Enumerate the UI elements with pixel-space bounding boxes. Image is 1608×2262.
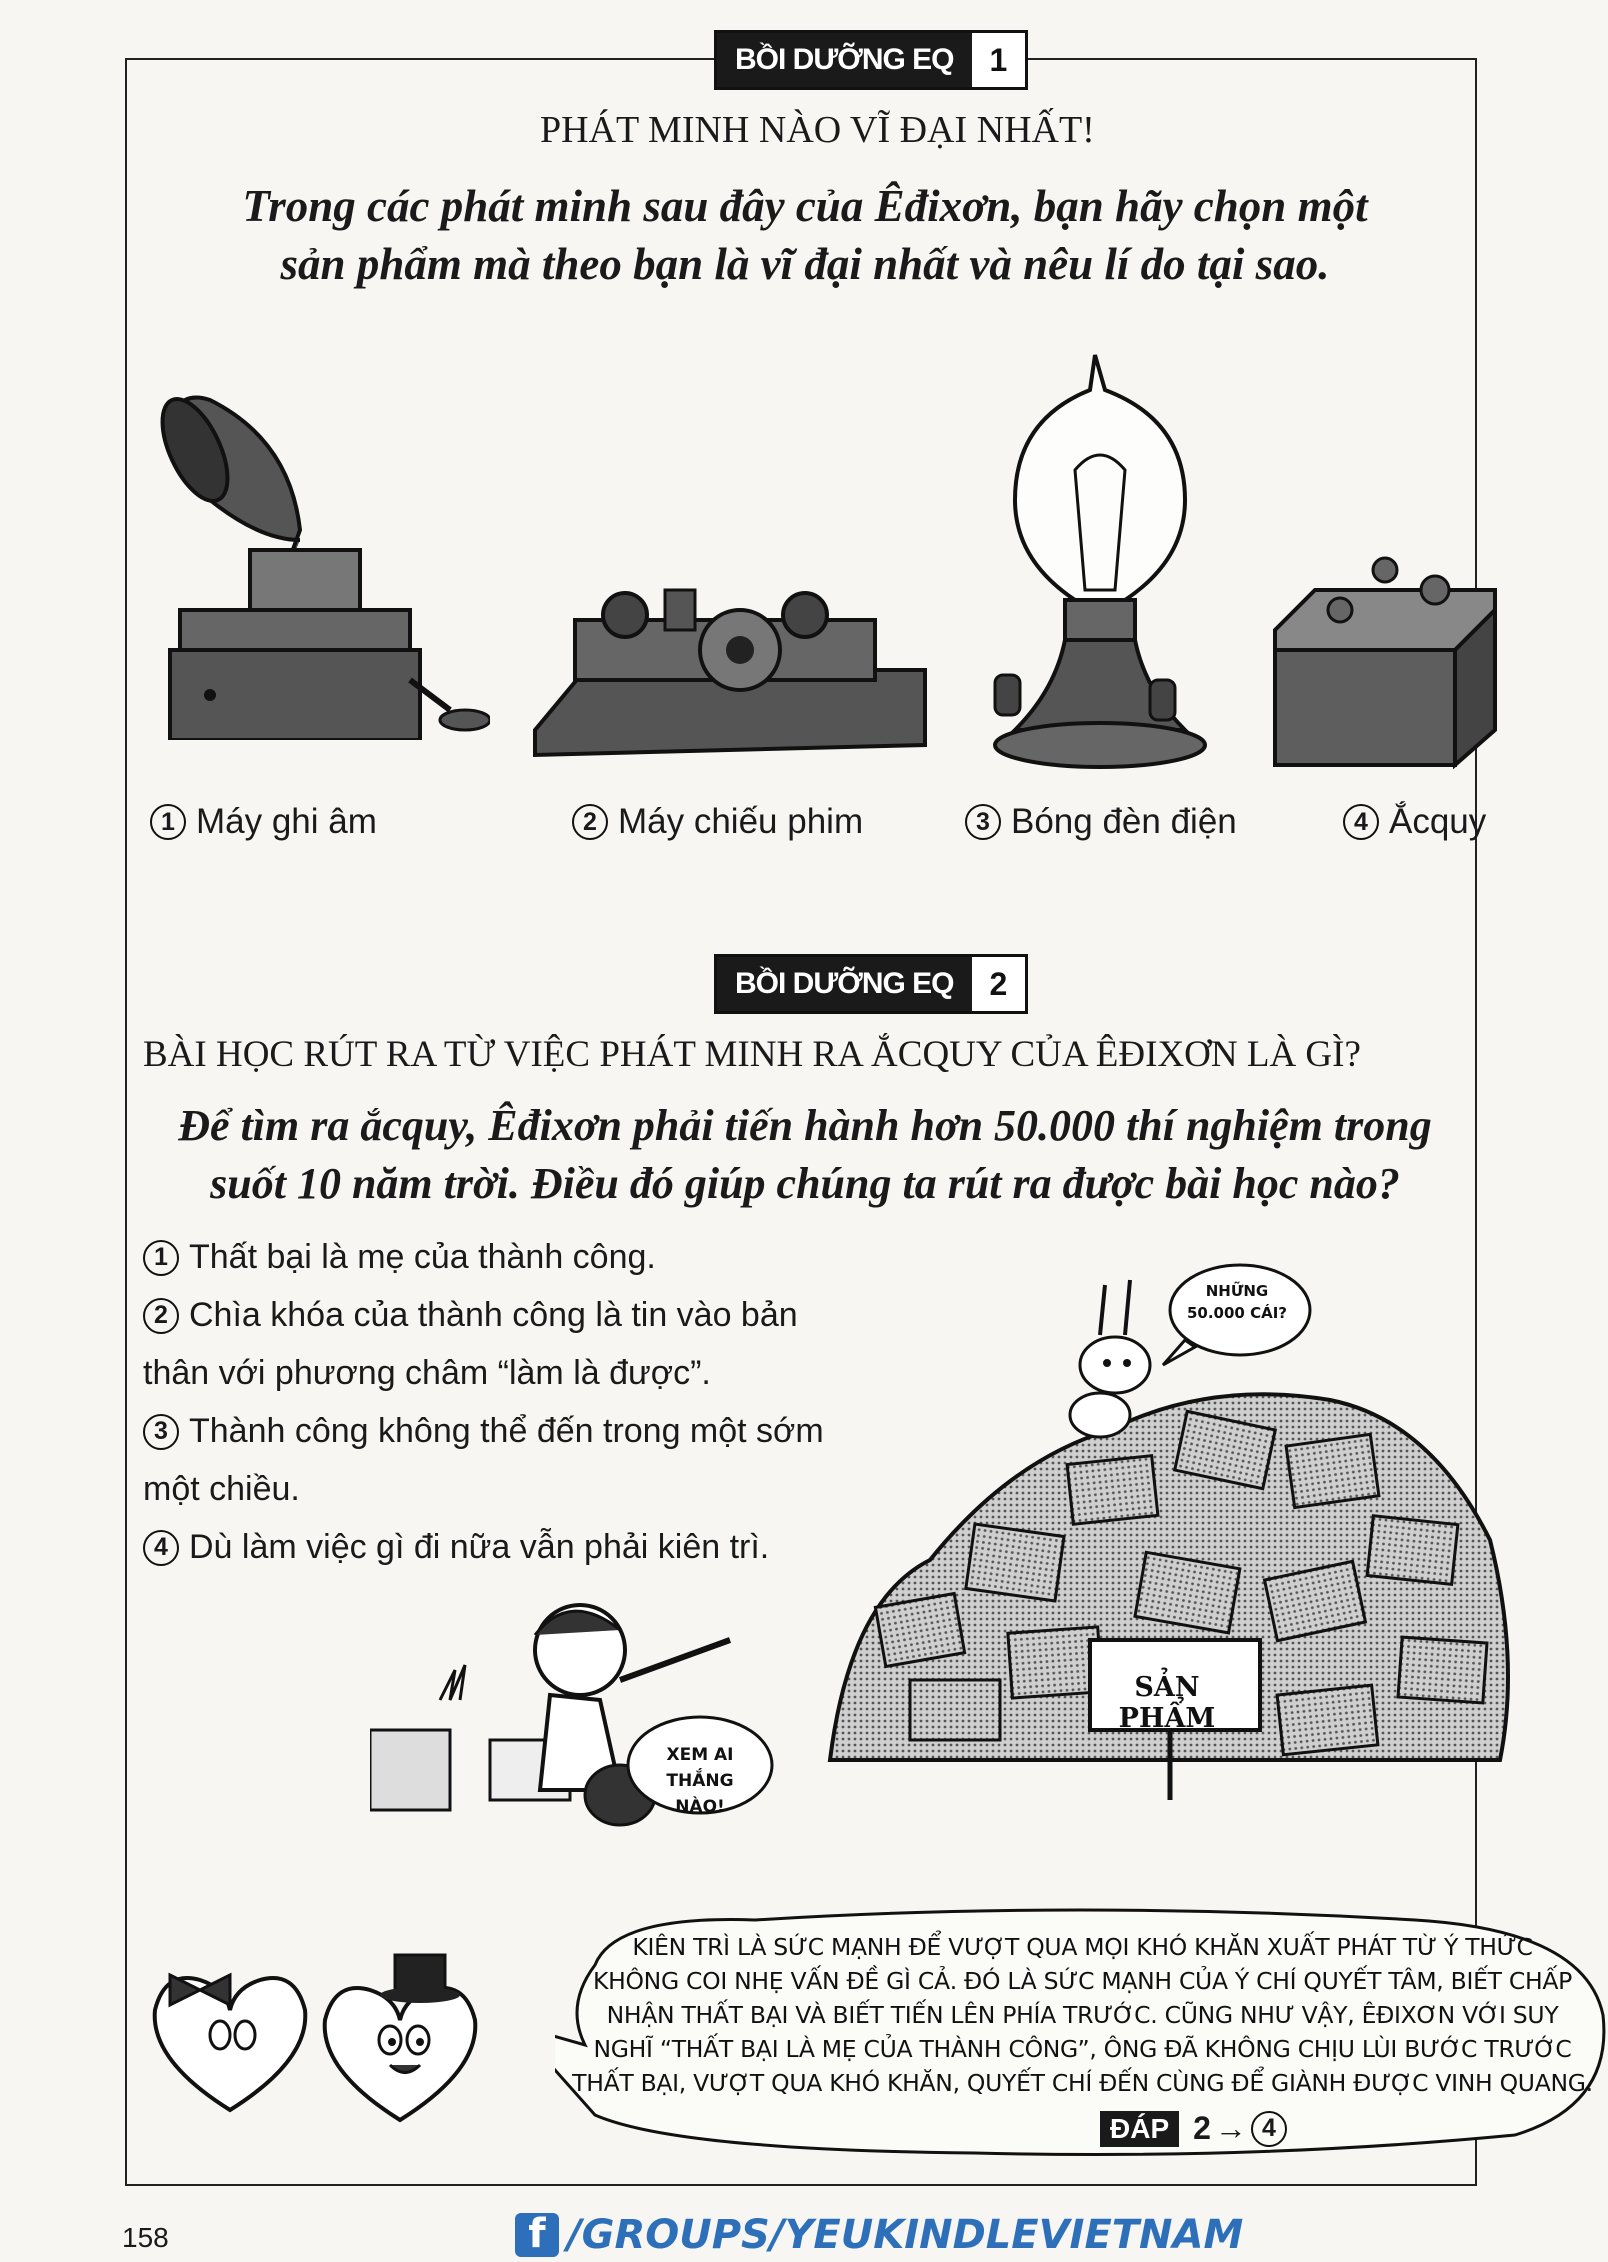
answer-3-continued [143, 1470, 300, 1509]
answer-4-number: 4 [143, 1530, 179, 1566]
explanation-line-5: THẤT BẠI, VƯỢT QUA KHÓ KHĂN, QUYẾT CHÍ ĐẾN CÙNG ĐỂ GIÀNH ĐƯỢC VINH QUANG. [572, 2069, 1593, 2097]
explanation-line-4: NGHĨ “THẤT BẠI LÀ MẸ CỦA THÀNH CÔNG”, ÔNG ĐÃ KHÔNG CHỊU LÙI BƯỚC TRƯỚC [593, 2035, 1572, 2063]
arrow-right-icon: → [1214, 2110, 1247, 2146]
option-2 [572, 802, 863, 842]
boy-bubble-line2: THẮNG NÀO! [666, 1771, 734, 1817]
page-number: 158 [122, 2222, 169, 2253]
option-1-label: Máy ghi âm [196, 802, 377, 841]
option-4-number: 4 [1343, 804, 1379, 840]
option-4 [1343, 802, 1486, 842]
explanation-text [555, 1930, 1608, 2100]
section1-badge [714, 30, 1028, 90]
section2-badge-label: BỒI DƯỠNG EQ [717, 957, 972, 1011]
boy-bubble-text [640, 1742, 760, 1820]
explanation-line-1: KIÊN TRÌ LÀ SỨC MẠNH ĐỂ VƯỢT QUA MỌI KHÓ KHĂN XUẤT PHÁT TỪ Ý THỨC [632, 1933, 1533, 1961]
rabbit-bubble-line1: NHỮNG [1205, 1282, 1269, 1300]
section2-heading: BÀI HỌC RÚT RA TỪ VIỆC PHÁT MINH RA ẮCQUY CỦA ÊĐIXƠN LÀ GÌ? [143, 1034, 1361, 1075]
option-3-number: 3 [965, 804, 1001, 840]
section1-question [180, 177, 1430, 293]
footer-link-text: /GROUPS/YEUKINDLEVIETNAM [567, 2212, 1244, 2258]
section1-heading: PHÁT MINH NÀO VĨ ĐẠI NHẤT! [540, 109, 1095, 151]
boy-bubble-line1: XEM AI [666, 1745, 734, 1765]
section2-badge-number: 2 [989, 965, 1008, 1002]
section1-question-line1: Trong các phát minh sau đây của Êđixơn, bạn hãy chọn một [242, 181, 1368, 231]
answer-1 [143, 1238, 656, 1277]
section2-question-line1: Để tìm ra ắcquy, Êđixơn phải tiến hành hơn 50.000 thí nghiệm trong [178, 1101, 1432, 1150]
boy-illustration [370, 1560, 840, 1840]
answer-3-text-line2: một chiều. [143, 1470, 300, 1508]
answer-3 [143, 1412, 824, 1451]
option-3 [965, 802, 1237, 842]
option-4-label: Ắcquy [1389, 802, 1487, 841]
explanation-line-3: NHẬN THẤT BẠI VÀ BIẾT TIẾN LÊN PHÍA TRƯỚC. CŨNG NHƯ VẬY, ÊĐIXƠN VỚI SUY [606, 2001, 1559, 2029]
option-3-label: Bóng đèn điện [1011, 802, 1237, 841]
answer-1-text: Thất bại là mẹ của thành công. [189, 1238, 656, 1276]
section1-question-line2: sản phẩm mà theo bạn là vĩ đại nhất và nêu lí do tại sao. [280, 239, 1330, 289]
answer-key-value [1193, 2110, 1297, 2147]
section2-badge [714, 954, 1028, 1014]
section2-question [130, 1097, 1480, 1213]
projector-icon [525, 580, 935, 770]
answer-key-from: 2 [1193, 2110, 1211, 2146]
facebook-icon: f [515, 2213, 559, 2257]
answer-2 [143, 1296, 798, 1335]
option-1-number: 1 [150, 804, 186, 840]
answer-2-text-line2: thân với phương châm “làm là được”. [143, 1354, 711, 1392]
answer-4-text: Dù làm việc gì đi nữa vẫn phải kiên trì. [189, 1528, 770, 1566]
answer-3-text-line1: Thành công không thể đến trong một sớm [189, 1412, 824, 1450]
rabbit-bubble-text [1177, 1280, 1297, 1324]
heart-mascots-illustration [140, 1950, 490, 2130]
option-2-number: 2 [572, 804, 608, 840]
rabbit-bubble-line2: 50.000 CÁI? [1186, 1304, 1287, 1322]
answer-3-number: 3 [143, 1414, 179, 1450]
light-bulb-icon [985, 350, 1215, 770]
answer-2-continued [143, 1354, 711, 1393]
footer-link[interactable] [515, 2212, 1243, 2258]
phonograph-icon [150, 380, 490, 740]
section1-badge-number: 1 [989, 41, 1008, 78]
option-1 [150, 802, 377, 842]
answer-2-text-line1: Chìa khóa của thành công là tin vào bản [189, 1296, 798, 1334]
option-2-label: Máy chiếu phim [618, 802, 864, 841]
section2-question-line2: suốt 10 năm trời. Điều đó giúp chúng ta rút ra được bài học nào? [210, 1159, 1400, 1208]
products-sign: SẢN PHẨM [1118, 1672, 1216, 1734]
answer-key [1100, 2110, 1297, 2147]
answer-key-label: ĐÁP [1100, 2111, 1179, 2147]
answer-2-number: 2 [143, 1298, 179, 1334]
answer-key-to: 4 [1251, 2111, 1287, 2147]
battery-icon [1265, 550, 1500, 770]
explanation-line-2: KHÔNG COI NHẸ VẤN ĐỀ GÌ CẢ. ĐÓ LÀ SỨC MẠNH CỦA Ý CHÍ QUYẾT TÂM, BIẾT CHẤP [592, 1967, 1573, 1995]
section1-badge-label: BỒI DƯỠNG EQ [717, 33, 972, 87]
answer-1-number: 1 [143, 1240, 179, 1276]
